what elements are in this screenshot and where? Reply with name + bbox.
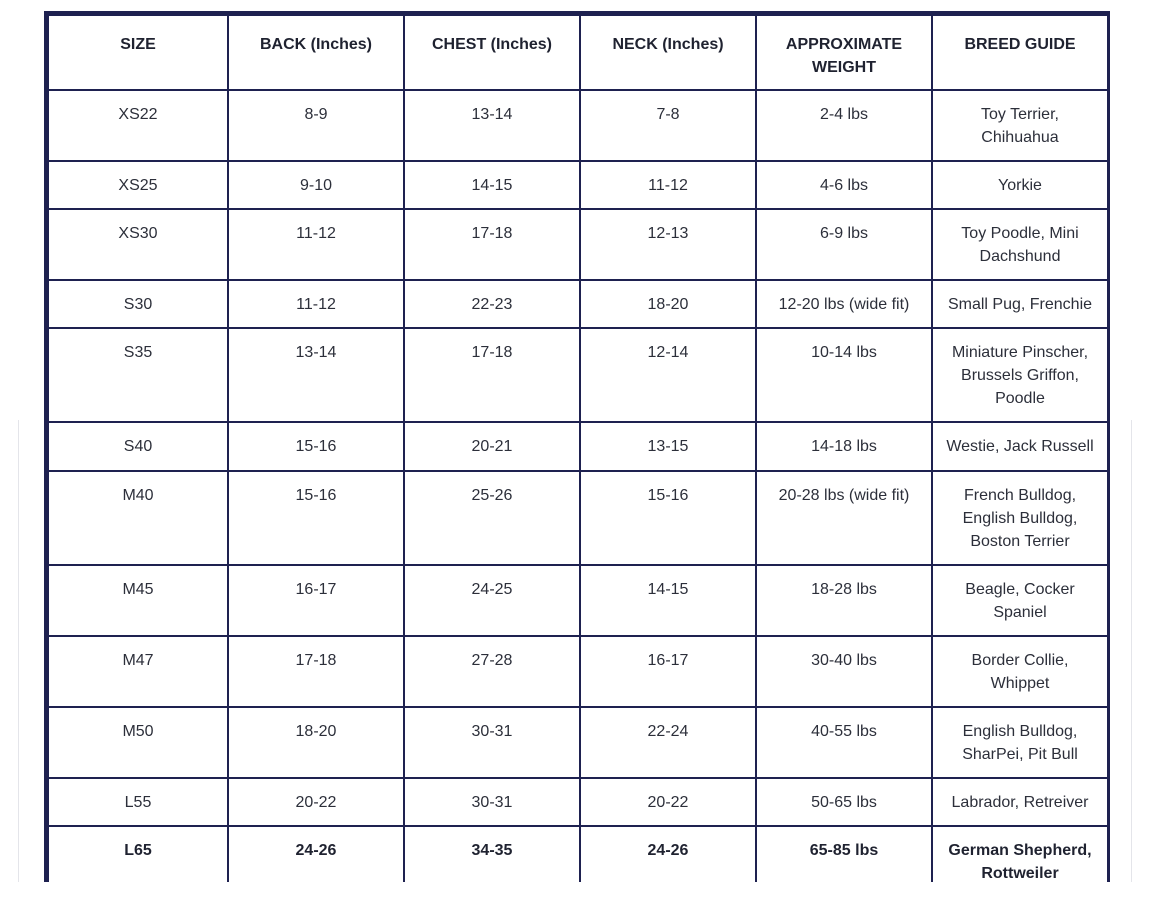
cell-back: 13-14	[228, 328, 404, 422]
cell-breed: Beagle, Cocker Spaniel	[932, 565, 1108, 636]
cell-back: 11-12	[228, 209, 404, 280]
table-row	[48, 422, 1108, 471]
cell-chest: 34-35	[404, 826, 580, 882]
header-chest: CHEST (Inches)	[404, 15, 580, 90]
right-divider-line	[1131, 420, 1132, 882]
cell-back: 15-16	[228, 471, 404, 565]
cell-size: M40	[48, 471, 228, 565]
cell-chest: 14-15	[404, 161, 580, 209]
cell-back: 24-26	[228, 826, 404, 882]
cell-breed: Labrador, Retreiver	[932, 778, 1108, 826]
cell-breed: Border Collie, Whippet	[932, 636, 1108, 707]
cell-chest: 17-18	[404, 209, 580, 280]
cell-weight: 2-4 lbs	[756, 90, 932, 161]
cell-chest: 30-31	[404, 778, 580, 826]
cell-size: XS22	[48, 90, 228, 161]
cell-size: S35	[48, 328, 228, 422]
table-row	[48, 280, 1108, 328]
cell-breed: French Bulldog, English Bulldog, Boston Terrier	[932, 471, 1108, 565]
header-weight: APPROXIMATE WEIGHT	[756, 15, 932, 90]
cell-neck: 15-16	[580, 471, 756, 565]
cell-breed: English Bulldog, SharPei, Pit Bull	[932, 707, 1108, 778]
cell-chest: 25-26	[404, 471, 580, 565]
cell-weight: 12-20 lbs (wide fit)	[756, 280, 932, 328]
cell-chest: 13-14	[404, 90, 580, 161]
cell-weight: 20-28 lbs (wide fit)	[756, 471, 932, 565]
table-row	[48, 209, 1108, 280]
cell-size: M47	[48, 636, 228, 707]
cell-chest: 30-31	[404, 707, 580, 778]
cell-weight: 10-14 lbs	[756, 328, 932, 422]
cell-weight: 4-6 lbs	[756, 161, 932, 209]
cell-size: S30	[48, 280, 228, 328]
cell-neck: 22-24	[580, 707, 756, 778]
cell-weight: 18-28 lbs	[756, 565, 932, 636]
cell-neck: 13-15	[580, 422, 756, 471]
table-row	[48, 328, 1108, 422]
cell-breed: Toy Terrier, Chihuahua	[932, 90, 1108, 161]
cell-neck: 14-15	[580, 565, 756, 636]
cell-neck: 11-12	[580, 161, 756, 209]
table-row	[48, 565, 1108, 636]
header-size: SIZE	[48, 15, 228, 90]
cell-back: 17-18	[228, 636, 404, 707]
cell-size: S40	[48, 422, 228, 471]
cell-chest: 20-21	[404, 422, 580, 471]
cell-size: M45	[48, 565, 228, 636]
table-row	[48, 707, 1108, 778]
cell-neck: 24-26	[580, 826, 756, 882]
table-row	[48, 778, 1108, 826]
cell-chest: 27-28	[404, 636, 580, 707]
cell-back: 16-17	[228, 565, 404, 636]
size-chart-table	[47, 14, 1109, 882]
table-row	[48, 826, 1108, 882]
cell-neck: 12-14	[580, 328, 756, 422]
cell-size: M50	[48, 707, 228, 778]
cell-weight: 30-40 lbs	[756, 636, 932, 707]
cell-back: 18-20	[228, 707, 404, 778]
table-row	[48, 90, 1108, 161]
cell-breed: Yorkie	[932, 161, 1108, 209]
table-row	[48, 161, 1108, 209]
header-neck: NECK (Inches)	[580, 15, 756, 90]
cell-weight: 40-55 lbs	[756, 707, 932, 778]
table-row	[48, 636, 1108, 707]
table-body	[48, 90, 1108, 882]
cell-size: XS25	[48, 161, 228, 209]
size-chart-frame	[44, 11, 1110, 882]
cell-neck: 20-22	[580, 778, 756, 826]
cell-breed: Miniature Pinscher, Brussels Griffon, Poodle	[932, 328, 1108, 422]
cell-back: 11-12	[228, 280, 404, 328]
cell-neck: 12-13	[580, 209, 756, 280]
cell-breed: Small Pug, Frenchie	[932, 280, 1108, 328]
cell-size: L65	[48, 826, 228, 882]
cell-weight: 50-65 lbs	[756, 778, 932, 826]
header-back: BACK (Inches)	[228, 15, 404, 90]
header-row	[48, 15, 1108, 90]
cell-back: 9-10	[228, 161, 404, 209]
cell-neck: 16-17	[580, 636, 756, 707]
table-row	[48, 471, 1108, 565]
cell-chest: 24-25	[404, 565, 580, 636]
left-divider-line	[18, 420, 19, 882]
cell-weight: 14-18 lbs	[756, 422, 932, 471]
cell-neck: 18-20	[580, 280, 756, 328]
cell-breed: Toy Poodle, Mini Dachshund	[932, 209, 1108, 280]
cell-back: 15-16	[228, 422, 404, 471]
cell-breed: Westie, Jack Russell	[932, 422, 1108, 471]
cell-neck: 7-8	[580, 90, 756, 161]
cell-back: 8-9	[228, 90, 404, 161]
cell-size: XS30	[48, 209, 228, 280]
table-header	[48, 15, 1108, 90]
cell-weight: 6-9 lbs	[756, 209, 932, 280]
cell-back: 20-22	[228, 778, 404, 826]
cell-chest: 22-23	[404, 280, 580, 328]
cell-size: L55	[48, 778, 228, 826]
header-breed: BREED GUIDE	[932, 15, 1108, 90]
cell-breed: German Shepherd, Rottweiler	[932, 826, 1108, 882]
cell-weight: 65-85 lbs	[756, 826, 932, 882]
cell-chest: 17-18	[404, 328, 580, 422]
